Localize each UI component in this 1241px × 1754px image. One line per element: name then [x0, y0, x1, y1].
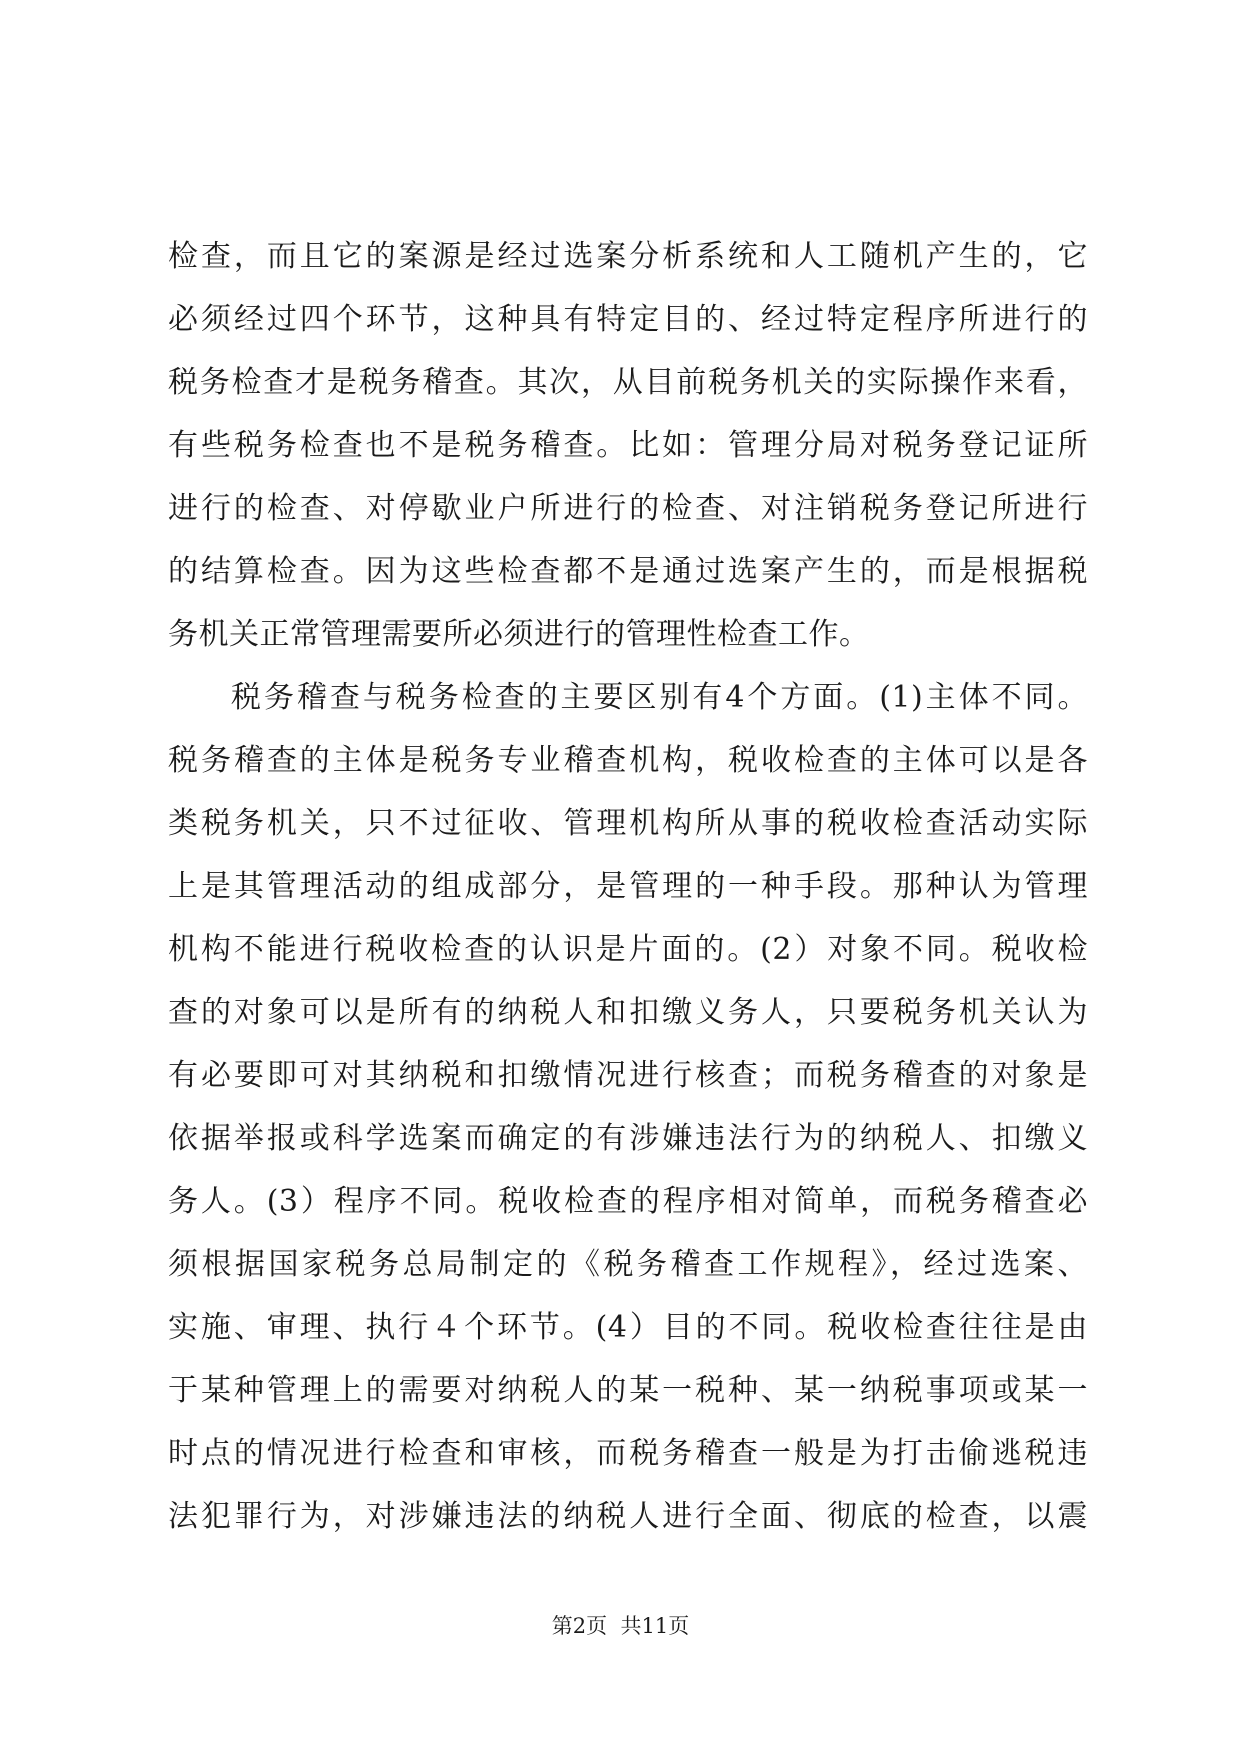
- document-body: [168, 225, 1088, 1548]
- text-line: 务人。(3）程序不同。税收检查的程序相对简单，而税务稽查必: [168, 1184, 1088, 1219]
- text-line: 税务稽查与税务检查的主要区别有4个方面。(1)主体不同。: [231, 680, 1088, 715]
- text-line: 的结算检查。因为这些检查都不是通过选案产生的，而是根据税: [168, 554, 1088, 589]
- text-line: 税务检查才是税务稽查。其次，从目前税务机关的实际操作来看，: [168, 365, 1088, 400]
- text-line: 检查，而且它的案源是经过选案分析系统和人工随机产生的，它: [168, 239, 1088, 274]
- text-line: 进行的检查、对停歇业户所进行的检查、对注销税务登记所进行: [168, 491, 1088, 526]
- text-line: 必须经过四个环节，这种具有特定目的、经过特定程序所进行的: [168, 302, 1088, 337]
- text-line: 类税务机关，只不过征收、管理机构所从事的税收检查活动实际: [168, 806, 1088, 841]
- text-line: 机构不能进行税收检查的认识是片面的。(2）对象不同。税收检: [168, 932, 1088, 967]
- text-line: 有必要即可对其纳税和扣缴情况进行核查；而税务稽查的对象是: [168, 1058, 1088, 1093]
- page-footer: [0, 1610, 1241, 1640]
- text-line: 务机关正常管理需要所必须进行的管理性检查工作。: [168, 617, 870, 652]
- paragraph-1: [168, 225, 1088, 666]
- text-line: 实施、审理、执行４个环节。(4）目的不同。税收检查往往是由: [168, 1310, 1088, 1345]
- text-line: 有些税务检查也不是税务稽查。比如：管理分局对税务登记证所: [168, 428, 1088, 463]
- text-line: 查的对象可以是所有的纳税人和扣缴义务人，只要税务机关认为: [168, 995, 1088, 1030]
- paragraph-2: [168, 666, 1088, 1548]
- text-line: 于某种管理上的需要对纳税人的某一税种、某一纳税事项或某一: [168, 1373, 1088, 1408]
- text-line: 依据举报或科学选案而确定的有涉嫌违法行为的纳税人、扣缴义: [168, 1121, 1088, 1156]
- text-line: 法犯罪行为，对涉嫌违法的纳税人进行全面、彻底的检查，以震: [168, 1499, 1088, 1534]
- text-line: 时点的情况进行检查和审核，而税务稽查一般是为打击偷逃税违: [168, 1436, 1088, 1471]
- text-line: 上是其管理活动的组成部分，是管理的一种手段。那种认为管理: [168, 869, 1088, 904]
- text-line: 须根据国家税务总局制定的《税务稽查工作规程》，经过选案、: [168, 1247, 1088, 1282]
- text-line: 税务稽查的主体是税务专业稽查机构，税收检查的主体可以是各: [168, 743, 1088, 778]
- page-number: 第2页 共11页: [551, 1614, 690, 1638]
